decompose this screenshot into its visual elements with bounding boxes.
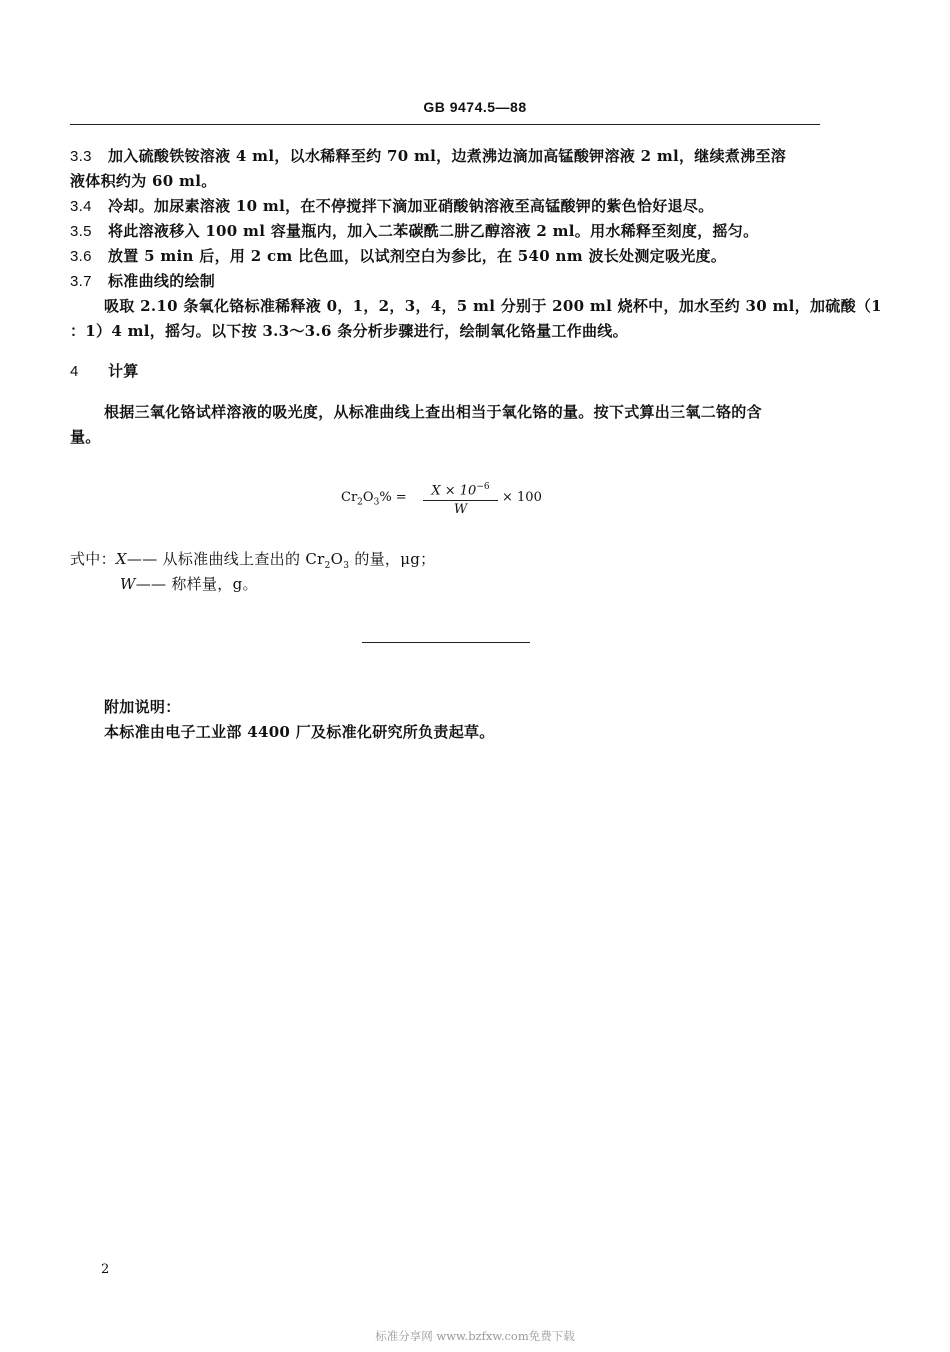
step-number: 3.7 — [70, 273, 92, 290]
formula-lhs: $Cr_2O_3\%$ = — [341, 490, 407, 508]
step-number: 3.4 — [70, 198, 92, 215]
where-w-line: W—— 称样量，g。 — [120, 575, 258, 593]
step-text: 加入硫酸铁铵溶液 4 ml，以水稀释至约 70 ml，边煮沸边滴加高锰酸钾溶液 2 ml，继续煮沸至溶 — [108, 147, 787, 165]
formula-fraction — [423, 482, 498, 517]
section-title: 计算 — [108, 362, 139, 380]
appendix-title: 附加说明： — [104, 698, 181, 716]
step-3-5 — [70, 221, 758, 242]
section-4-paragraph-line2: 量。 — [70, 428, 101, 446]
footer-watermark: 标准分享网 www.bzfxw.com免费下载 — [375, 1329, 575, 1343]
step-text: 将此溶液移入 100 ml 容量瓶内，加入二苯碳酰二肼乙醇溶液 2 ml。用水稀释至刻度，摇匀。 — [108, 222, 759, 240]
step-text: 放置 5 min 后，用 2 cm 比色皿，以试剂空白为参比，在 540 nm 波长处测定吸光度。 — [108, 247, 727, 265]
step-text: 冷却。加尿素溶液 10 ml，在不停搅拌下滴加亚硝酸钠溶液至高锰酸钾的紫色恰好退尽。 — [108, 197, 714, 215]
formula-rhs: × 100 — [502, 490, 542, 505]
step-text: 标准曲线的绘制 — [108, 272, 216, 290]
step-3-3-continued: 液体积约为 60 ml。 — [70, 172, 217, 190]
appendix-text: 本标准由电子工业部 4400 厂及标准化研究所负责起草。 — [104, 723, 495, 741]
step-3-4 — [70, 196, 714, 217]
formula-numerator: $X \times 10^{-6}$ — [423, 482, 498, 501]
end-separator — [362, 642, 530, 643]
header-divider — [70, 124, 820, 125]
step-number: 3.6 — [70, 248, 92, 265]
where-prefix: 式中： — [70, 550, 116, 568]
section-4-heading — [70, 361, 139, 382]
curve-paragraph-line1: 吸取 2.10 条氧化铬标准稀释液 0，1，2，3，4，5 ml 分别于 200 ml 烧杯中，加水至约 30 ml，加硫酸（1 — [104, 297, 882, 315]
step-3-6 — [70, 246, 726, 267]
variable-w: W — [120, 575, 136, 593]
step-3-7-heading — [70, 271, 215, 292]
page-number: 2 — [101, 1262, 110, 1277]
where-x-line: 式中：X—— 从标准曲线上查出的 $Cr_2O_3$ 的量，μg； — [70, 550, 436, 571]
step-number: 3.5 — [70, 223, 92, 240]
curve-paragraph-line2: ：1）4 ml，摇匀。以下按 3.3～3.6 条分析步骤进行，绘制氧化铬量工作曲线。 — [70, 322, 628, 340]
variable-x: X — [115, 550, 127, 568]
step-number: 3.3 — [70, 148, 92, 165]
formula — [0, 482, 950, 522]
step-3-3 — [70, 146, 786, 167]
section-4-paragraph-line1: 根据三氧化铬试样溶液的吸光度，从标准曲线上查出相当于氧化铬的量。按下式算出三氧二铬的含 — [104, 403, 762, 421]
standard-code-header: GB 9474.5—88 — [423, 99, 527, 115]
formula-denominator: W — [453, 502, 468, 518]
section-number: 4 — [70, 363, 79, 380]
